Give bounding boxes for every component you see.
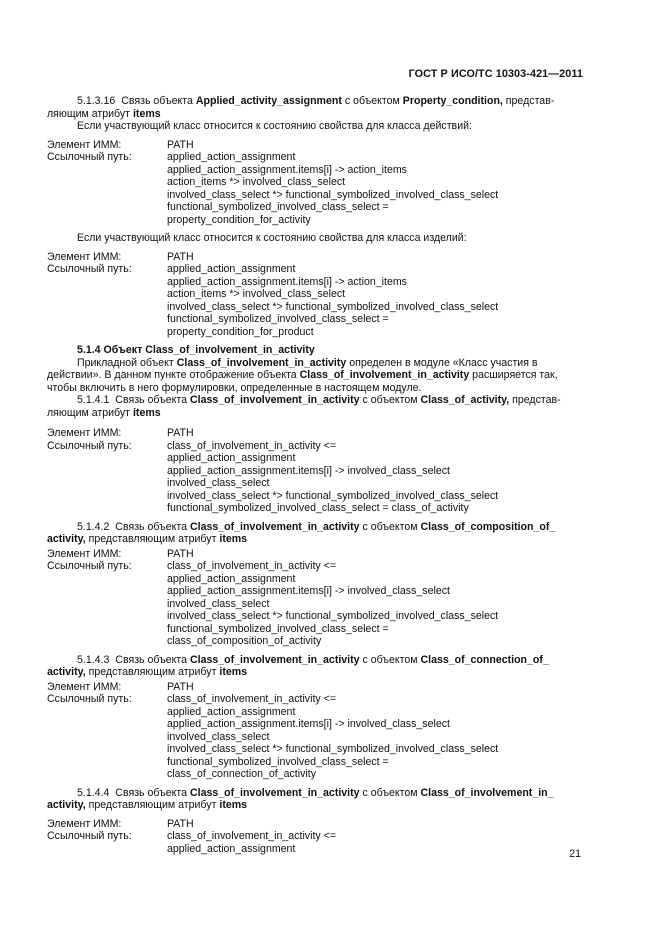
mapping-block-2 <box>47 251 583 339</box>
imm-value: PATH <box>167 250 194 263</box>
imm-value: PATH <box>167 547 194 560</box>
condition-product-text: Если участвующий класс относится к состоянию свойства для класса изделий: <box>77 232 467 244</box>
ref-path-lines: class_of_involvement_in_activity <= applied_action_assignment <box>167 830 337 855</box>
ref-path-label: Ссылочный путь: <box>47 830 132 842</box>
clause-5-1-3-16-heading: 5.1.3.16 Связь объекта Applied_activity_assignment с объектом Property_condition, представ- ляющим атрибут items <box>47 95 555 120</box>
imm-label: Элемент ИММ: <box>47 427 122 439</box>
clause-5-1-4-2-heading: 5.1.4.2 Связь объекта Class_of_involvement_in_activity с объектом Class_of_composition_of_ activity, представляющим атрибут items <box>47 520 556 545</box>
section-5-1-4-paragraph: Прикладной объект Class_of_involvement_in_activity определен в модуле «Класс участия в действии». В данном пункте отображение объекта Class_of_involvement_in_activity расширяется так, чтобы включить в него формулировки, определенные в настоящем модуле. <box>47 356 558 394</box>
page-number: 21 <box>569 848 581 860</box>
ref-path-lines: class_of_involvement_in_activity <= applied_action_assignment applied_action_assignment.items[i] -> involved_class_select involved_class_select involved_class_select *> functional_symbolized_involved_class_select functional_symbolized_involved_class_select = class_of_connection_of_activity <box>167 693 499 780</box>
mapping-block-5-1-4-4 <box>47 818 583 856</box>
clause-5-1-4-1-heading: 5.1.4.1 Связь объекта Class_of_involvement_in_activity с объектом Class_of_activity, представ- ляющим атрибут items <box>47 394 561 419</box>
ref-path-label: Ссылочный путь: <box>47 151 132 163</box>
ref-path-label: Ссылочный путь: <box>47 693 132 705</box>
page-header: ГОСТ Р ИСО/ТС 10303-421—2011 <box>408 68 583 80</box>
imm-value: PATH <box>167 138 194 151</box>
imm-value: PATH <box>167 427 194 439</box>
ref-path-label: Ссылочный путь: <box>47 439 132 452</box>
document-body <box>47 95 583 855</box>
ref-path-label: Ссылочный путь: <box>47 560 132 572</box>
imm-label: Элемент ИММ: <box>47 680 122 693</box>
imm-label: Элемент ИММ: <box>47 250 122 263</box>
mapping-block-5-1-4-2 <box>47 548 583 648</box>
clause-5-1-4-3-heading: 5.1.4.3 Связь объекта Class_of_involvement_in_activity с объектом Class_of_connection_of_ activity, представляющим атрибут items <box>47 653 549 678</box>
ref-path-lines: class_of_involvement_in_activity <= applied_action_assignment applied_action_assignment.items[i] -> involved_class_select involved_class_select involved_class_select *> functional_symbolized_involved_class_select functional_symbolized_involved_class_select = class_of_composition_of_activity <box>167 560 499 647</box>
ref-path-lines: applied_action_assignment applied_action_assignment.items[i] -> action_items action_items *> involved_class_select involved_class_select *> functional_symbolized_involved_class_select functional_symbolized_involved_class_select = property_condition_for_product <box>167 263 499 338</box>
mapping-block-5-1-4-1 <box>47 427 583 515</box>
clause-5-1-4-4-heading: 5.1.4.4 Связь объекта Class_of_involvement_in_activity с объектом Class_of_involvement_in_ activity, представляющим атрибут items <box>47 786 554 811</box>
imm-label: Элемент ИММ: <box>47 138 122 151</box>
condition-activity-text: Если участвующий класс относится к состоянию свойства для класса действий: <box>77 120 472 132</box>
imm-value: PATH <box>167 817 194 830</box>
imm-value: PATH <box>167 680 194 693</box>
imm-label: Элемент ИММ: <box>47 817 122 830</box>
mapping-block-5-1-4-3 <box>47 681 583 781</box>
ref-path-label: Ссылочный путь: <box>47 263 132 275</box>
section-5-1-4-heading: 5.1.4 Объект Class_of_involvement_in_activity <box>77 344 315 356</box>
mapping-block-1 <box>47 139 583 227</box>
ref-path-lines: applied_action_assignment applied_action_assignment.items[i] -> action_items action_items *> involved_class_select involved_class_select *> functional_symbolized_involved_class_select functional_symbolized_involved_class_select = property_condition_for_activity <box>167 151 499 226</box>
imm-label: Элемент ИММ: <box>47 547 122 560</box>
ref-path-lines: class_of_involvement_in_activity <= applied_action_assignment applied_action_assignment.items[i] -> involved_class_select involved_class_select involved_class_select *> functional_symbolized_involved_class_select functional_symbolized_involved_class_select = class_of_activity <box>167 439 499 514</box>
